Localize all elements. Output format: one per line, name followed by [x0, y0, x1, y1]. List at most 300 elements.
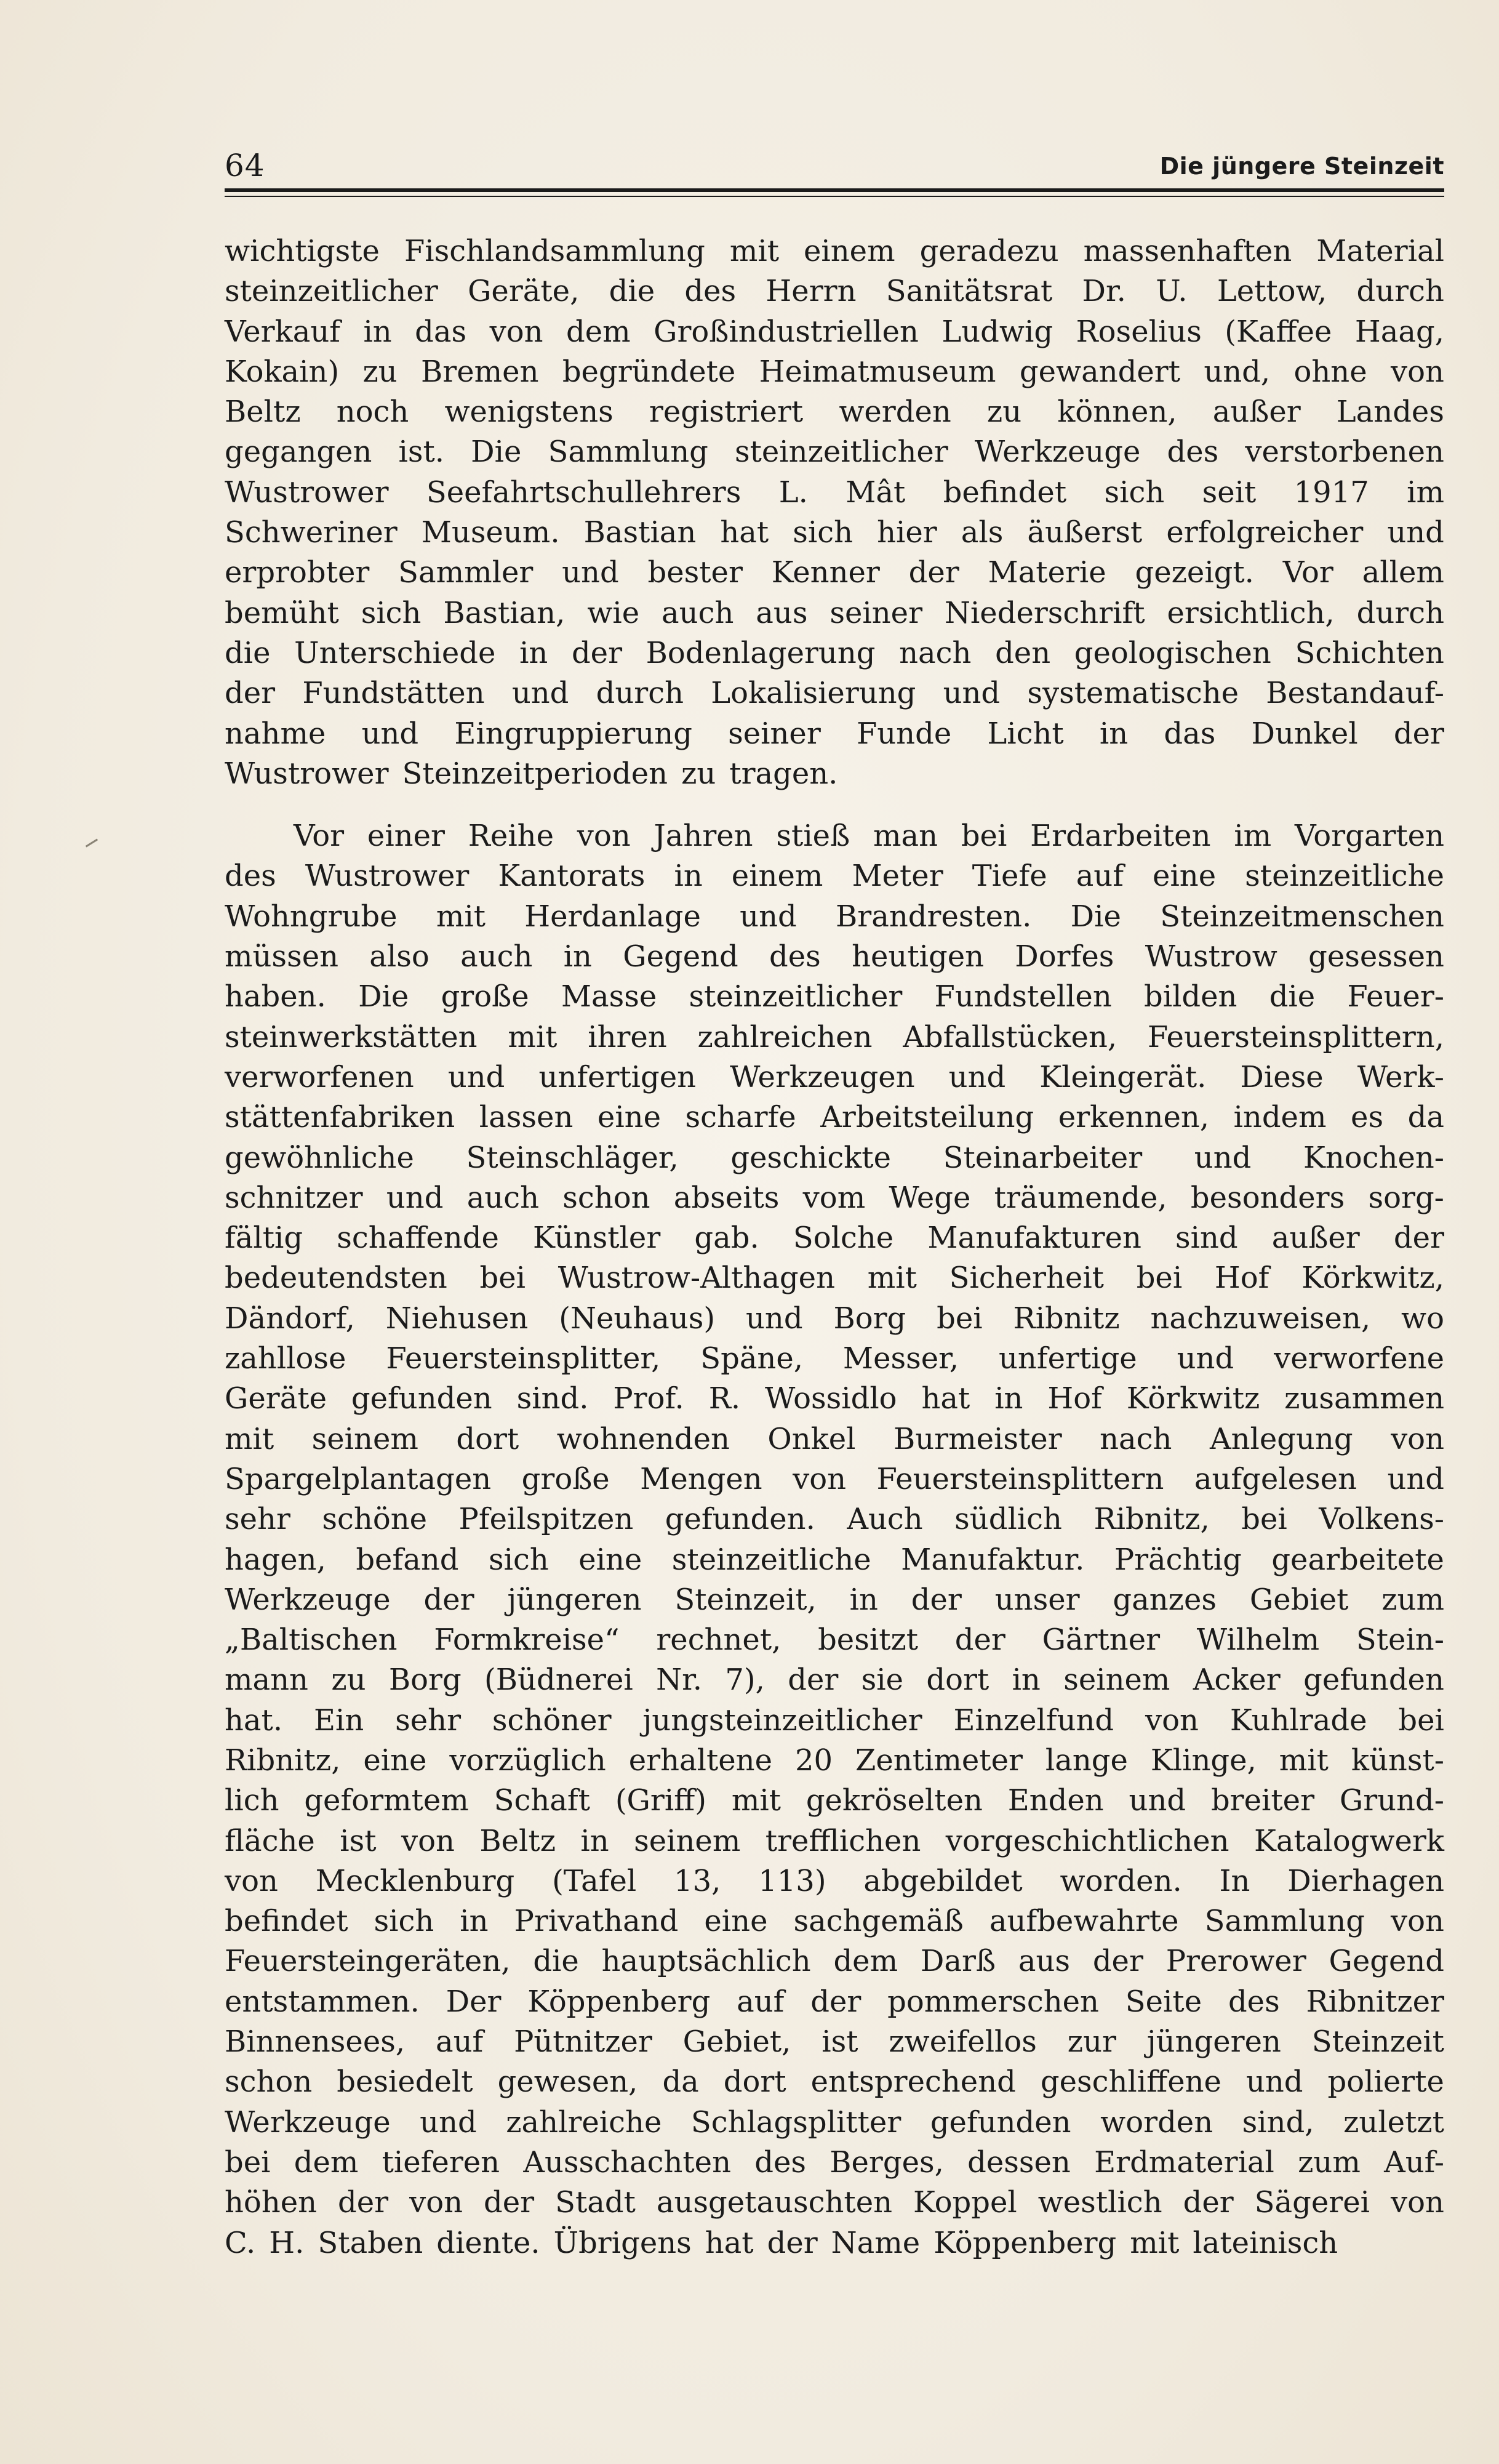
word: Fischlandsammlung — [404, 234, 705, 268]
word: Kantorats — [498, 859, 646, 894]
word: 13, — [674, 1863, 721, 1898]
word: Funde — [856, 716, 952, 751]
word: im — [1234, 819, 1272, 854]
word: Grund- — [1339, 1783, 1444, 1818]
word: seinem — [311, 1421, 418, 1456]
word: bei — [225, 2145, 271, 2180]
word: Seite — [1125, 1984, 1202, 2019]
word: befand — [356, 1542, 459, 1577]
word: Auch — [847, 1502, 923, 1537]
word: in — [563, 939, 592, 974]
word: hier — [877, 515, 937, 550]
word: Erdmaterial — [1094, 2145, 1274, 2180]
word: die — [1269, 979, 1316, 1014]
word: aus — [756, 595, 808, 630]
word: Pfeilspitzen — [458, 1502, 634, 1537]
word: Formkreise“ — [434, 1623, 620, 1658]
word: noch — [336, 395, 409, 430]
word: worden — [1100, 2105, 1213, 2140]
word: in — [994, 1381, 1023, 1416]
word: Messer, — [842, 1341, 959, 1376]
word: registriert — [649, 395, 804, 430]
word: mit — [1279, 1743, 1329, 1778]
text-line — [225, 754, 1444, 794]
word: westlich — [1037, 2185, 1162, 2220]
word: fältig — [225, 1221, 303, 1256]
word: Einzelfund — [953, 1703, 1114, 1738]
word: Wustrow — [1145, 939, 1277, 974]
word: Roselius — [1076, 314, 1202, 349]
word: erkennen, — [1058, 1100, 1210, 1135]
word: künst- — [1351, 1743, 1444, 1778]
word: außer — [1271, 1221, 1360, 1256]
word: H. — [269, 2225, 305, 2260]
word: von — [577, 819, 631, 854]
word: es — [1351, 1100, 1384, 1135]
word: Fundstätten — [302, 676, 485, 711]
word: das — [415, 314, 467, 349]
word: und — [1177, 1341, 1234, 1376]
word: und — [386, 1180, 444, 1215]
word: man — [873, 819, 938, 854]
word: auf — [737, 1984, 785, 2019]
word: von — [1390, 2185, 1444, 2220]
word: Ribnitzer — [1306, 1984, 1444, 2019]
word: schöne — [322, 1502, 428, 1537]
word: trefflichen — [765, 1823, 921, 1858]
word: Acker — [1193, 1663, 1281, 1698]
word: Stein- — [1356, 1623, 1444, 1658]
word: der — [954, 1623, 1005, 1658]
word: Kenner — [771, 555, 880, 590]
word: Steinschläger, — [466, 1140, 679, 1175]
word: Bastian, — [443, 595, 566, 630]
word: Dierhagen — [1287, 1863, 1444, 1898]
word: Abfallstücken, — [903, 1019, 1117, 1054]
word: Kuhlrade — [1229, 1703, 1367, 1738]
word: Erdarbeiten — [1030, 819, 1211, 854]
word: mit — [1130, 2225, 1180, 2260]
word: Name — [831, 2225, 921, 2260]
word: erfolgreicher — [1166, 515, 1364, 550]
word: Schichten — [1295, 635, 1444, 670]
word: einer — [367, 819, 445, 854]
word: Bastian — [583, 515, 697, 550]
word: Kokain) — [225, 354, 340, 389]
word: Steinzeit, — [674, 1582, 817, 1617]
word: hat — [720, 515, 769, 550]
text-line — [225, 2143, 1444, 2183]
word: indem — [1233, 1100, 1327, 1135]
word: Onkel — [767, 1421, 856, 1456]
word: des — [684, 274, 737, 309]
word: steinzeitliche — [671, 1542, 871, 1577]
word: die — [225, 635, 271, 670]
word: Darß — [920, 1944, 996, 1979]
word: steinzeitliche — [1245, 859, 1444, 894]
word: da — [662, 2065, 699, 2100]
word: „Baltischen — [225, 1623, 398, 1658]
word: dem — [566, 314, 631, 349]
word: steinwerkstätten — [225, 1019, 478, 1054]
word: stättenfabriken — [225, 1100, 455, 1135]
word: geradezu — [919, 234, 1059, 268]
text-line — [225, 593, 1444, 633]
word: Feuersteingeräten, — [225, 1944, 511, 1979]
word: Unterschiede — [294, 635, 496, 670]
header-rule-thin — [225, 196, 1444, 197]
word: Steinzeitperioden — [402, 756, 668, 791]
word: von — [401, 1823, 455, 1858]
word: fläche — [225, 1823, 315, 1858]
word: allem — [1362, 555, 1444, 590]
word: und — [1129, 1783, 1186, 1818]
word: 7), — [725, 1663, 765, 1698]
text-line — [225, 673, 1444, 713]
word: das — [1164, 716, 1216, 751]
word: Ribnitz, — [1093, 1502, 1210, 1537]
word: Manufakturen — [927, 1221, 1141, 1256]
word: jüngeren — [1146, 2025, 1281, 2060]
word: Herdanlage — [524, 899, 701, 934]
word: erhaltene — [628, 1743, 772, 1778]
word: Meter — [852, 859, 943, 894]
page-number: 64 — [225, 148, 265, 183]
word: geformtem — [304, 1783, 469, 1818]
word: Der — [446, 1984, 502, 2019]
word: seiner — [728, 716, 821, 751]
word: und — [943, 676, 1001, 711]
word: sind, — [1242, 2105, 1314, 2140]
word: sind. — [516, 1381, 589, 1416]
word: wohnenden — [556, 1421, 730, 1456]
word: Späne, — [700, 1341, 804, 1376]
word: Vor — [294, 819, 345, 854]
word: Gärtner — [1042, 1623, 1161, 1658]
word: Geräte, — [468, 274, 580, 309]
text-line — [225, 1861, 1444, 1901]
word: 113) — [758, 1863, 826, 1898]
word: in — [580, 1823, 609, 1858]
text-line — [225, 1218, 1444, 1258]
word: Zentimeter — [855, 1743, 1023, 1778]
word: Wustrow-Althagen — [558, 1261, 835, 1296]
word: haben. — [225, 979, 326, 1014]
word: Auf- — [1384, 2145, 1444, 2180]
word: tragen. — [729, 756, 838, 791]
word: gewöhnliche — [225, 1140, 414, 1175]
word: die — [533, 1944, 579, 1979]
word: südlich — [954, 1502, 1062, 1537]
word: dessen — [967, 2145, 1071, 2180]
word: Hof — [1214, 1261, 1269, 1296]
word: sich — [1104, 475, 1165, 510]
text-line — [225, 1540, 1444, 1580]
word: von — [1391, 1904, 1444, 1939]
word: nach — [1100, 1421, 1172, 1456]
word: zuletzt — [1343, 2105, 1444, 2140]
word: Jahren — [654, 819, 753, 854]
word: äußerst — [1027, 515, 1143, 550]
word: Sägerei — [1254, 2185, 1370, 2220]
word: eine — [597, 1100, 661, 1135]
word: also — [369, 939, 430, 974]
word: Die — [1070, 899, 1121, 934]
word: Ausschachten — [523, 2145, 731, 2180]
text-line — [225, 432, 1444, 472]
word: Wohngrube — [225, 899, 398, 934]
word: in — [1012, 1663, 1041, 1698]
text-line — [225, 473, 1444, 513]
word: da — [1407, 1100, 1444, 1135]
word: große — [441, 979, 529, 1014]
word: besonders — [1190, 1180, 1345, 1215]
word: Wustrower — [225, 475, 389, 510]
word: den — [995, 635, 1051, 670]
word: der — [1393, 1221, 1444, 1256]
word: der — [788, 1663, 839, 1698]
text-line — [225, 856, 1444, 896]
text-line — [225, 1299, 1444, 1339]
word: jüngeren — [507, 1582, 642, 1617]
word: Prächtig — [1114, 1542, 1242, 1577]
word: in — [519, 635, 548, 670]
word: schon — [225, 2065, 313, 2100]
word: und — [1387, 1461, 1444, 1496]
word: Solche — [793, 1221, 894, 1256]
word: Bodenlagerung — [646, 635, 876, 670]
word: 20 — [794, 1743, 833, 1778]
word: Schweriner — [225, 515, 398, 550]
word: Enden — [1007, 1783, 1104, 1818]
word: Eingruppierung — [454, 716, 692, 751]
word: entstammen. — [225, 1984, 420, 2019]
word: dort — [456, 1421, 519, 1456]
word: In — [1219, 1863, 1250, 1898]
word: scharfe — [685, 1100, 796, 1135]
text-line — [225, 2062, 1444, 2102]
word: Wustrower — [305, 859, 470, 894]
word: Nr. — [656, 1663, 702, 1698]
word: R. — [708, 1381, 741, 1416]
word: Niehusen — [385, 1301, 529, 1336]
word: unfertige — [998, 1341, 1137, 1376]
word: vom — [802, 1180, 866, 1215]
word: Reihe — [468, 819, 554, 854]
word: Dr. — [1082, 274, 1126, 309]
word: Köppenberg — [933, 2225, 1117, 2260]
word: zu — [331, 1663, 366, 1698]
word: hat — [705, 2225, 754, 2260]
word: der — [1092, 1944, 1143, 1979]
word: Ribnitz, — [225, 1743, 341, 1778]
word: hat — [921, 1381, 970, 1416]
word: und — [1194, 1140, 1252, 1175]
word: sich — [361, 595, 422, 630]
word: pommerschen — [887, 1984, 1099, 2019]
word: müssen — [225, 939, 339, 974]
paragraph — [225, 231, 1444, 794]
word: Die — [471, 435, 522, 470]
word: bei — [1136, 1261, 1183, 1296]
word: durch — [596, 676, 684, 711]
word: lassen — [479, 1100, 574, 1135]
word: geschickte — [730, 1140, 891, 1175]
word: bei — [937, 1301, 983, 1336]
word: bilden — [1143, 979, 1237, 1014]
word: (Kaffee — [1225, 314, 1332, 349]
word: vorzüglich — [449, 1743, 606, 1778]
word: Prerower — [1165, 1944, 1306, 1979]
word: ersichtlich, — [1167, 595, 1335, 630]
word: auf — [1076, 859, 1124, 894]
word: Gegend — [1329, 1944, 1444, 1979]
word: tieferen — [382, 2145, 500, 2180]
word: Borg — [388, 1663, 462, 1698]
word: steinzeitlicher — [225, 274, 438, 309]
word: auf — [435, 2025, 484, 2060]
word: die — [609, 274, 655, 309]
word: aufbewahrte — [989, 1904, 1179, 1939]
word: zu — [681, 756, 716, 791]
word: von — [409, 2185, 463, 2220]
word: schnitzer — [225, 1180, 363, 1215]
word: mann — [225, 1663, 308, 1698]
word: (Tafel — [552, 1863, 637, 1898]
word: Sicherheit — [949, 1261, 1104, 1296]
word: als — [961, 515, 1004, 550]
word: Manufaktur. — [901, 1542, 1085, 1577]
word: sich — [793, 515, 853, 550]
text-line — [225, 1901, 1444, 1941]
word: Bestandauf- — [1266, 676, 1444, 711]
word: Mecklenburg — [315, 1863, 515, 1898]
word: Hof — [1047, 1381, 1102, 1416]
word: dort — [926, 1663, 989, 1698]
text-line — [225, 1499, 1444, 1539]
word: Knochen- — [1303, 1140, 1444, 1175]
word: sich — [374, 1904, 434, 1939]
word: Gebiet — [1249, 1582, 1349, 1617]
word: und — [745, 1301, 803, 1336]
word: zur — [1067, 2025, 1116, 2060]
word: gefunden — [930, 2105, 1071, 2140]
word: Dorfes — [1015, 939, 1114, 974]
word: von — [1391, 1421, 1444, 1456]
word: bester — [647, 555, 743, 590]
word: verworfene — [1274, 1341, 1444, 1376]
word: eine — [363, 1743, 427, 1778]
margin-mark — [86, 838, 98, 847]
word: hagen, — [225, 1542, 326, 1577]
word: ganzes — [1113, 1582, 1217, 1617]
word: verworfenen — [225, 1059, 414, 1094]
word: und — [1387, 515, 1444, 550]
word: Heimatmuseum — [759, 354, 996, 389]
word: Übrigens — [553, 2225, 692, 2260]
word: Verkauf — [225, 314, 340, 349]
word: Steinzeitmenschen — [1160, 899, 1444, 934]
word: Schlagsplitter — [690, 2105, 901, 2140]
word: Spargelplantagen — [225, 1461, 492, 1496]
word: sie — [861, 1663, 904, 1698]
word: und — [511, 676, 569, 711]
word: (Büdnerei — [484, 1663, 633, 1698]
word: Kleingerät. — [1039, 1059, 1207, 1094]
word: zahllose — [225, 1341, 346, 1376]
word: sehr — [225, 1502, 290, 1537]
word: ausgetauschten — [656, 2185, 893, 2220]
word: Vor — [1282, 555, 1333, 590]
word: der — [810, 1984, 861, 2019]
word: Feuersteinsplittern — [876, 1461, 1164, 1496]
word: ist — [821, 2025, 858, 2060]
word: in — [849, 1582, 878, 1617]
word: zu — [362, 354, 398, 389]
word: des — [1167, 435, 1219, 470]
text-line — [225, 1258, 1444, 1298]
text-line — [225, 1781, 1444, 1821]
word: sachgemäß — [793, 1904, 964, 1939]
word: gesessen — [1308, 939, 1444, 974]
word: steinzeitlicher — [689, 979, 903, 1014]
word: Beltz — [225, 395, 301, 430]
word: nach — [899, 635, 972, 670]
text-line — [225, 1660, 1444, 1700]
word: in — [1099, 716, 1129, 751]
word: Wustrower — [225, 756, 389, 791]
word: befindet — [225, 1904, 348, 1939]
word: Köppenberg — [527, 1984, 711, 2019]
word: wenigstens — [444, 395, 614, 430]
word: auch — [466, 1180, 540, 1215]
word: Prof. — [613, 1381, 684, 1416]
word: gegangen — [225, 435, 372, 470]
word: durch — [1356, 595, 1444, 630]
word: gab. — [694, 1221, 759, 1256]
word: ohne — [1293, 354, 1367, 389]
word: Fundstellen — [934, 979, 1112, 1014]
word: besiedelt — [337, 2065, 473, 2100]
word: U. — [1156, 274, 1188, 309]
word: seinem — [1063, 1663, 1170, 1698]
word: Museum. — [421, 515, 560, 550]
word: Körkwitz, — [1301, 1261, 1444, 1296]
word: entsprechend — [810, 2065, 1016, 2100]
word: verstorbenen — [1245, 435, 1444, 470]
word: mit — [225, 1421, 274, 1456]
word: seinem — [634, 1823, 741, 1858]
word: mit — [867, 1261, 917, 1296]
word: unser — [994, 1582, 1080, 1617]
word: werden — [839, 395, 951, 430]
word: Feuersteinsplittern, — [1147, 1019, 1444, 1054]
word: stieß — [776, 819, 850, 854]
paragraph — [225, 816, 1444, 2263]
word: seiner — [829, 595, 923, 630]
word: Mât — [845, 475, 906, 510]
word: lange — [1045, 1743, 1128, 1778]
word: von — [489, 314, 543, 349]
word: und, — [1204, 354, 1271, 389]
word: Klinge, — [1150, 1743, 1257, 1778]
word: gewandert — [1019, 354, 1181, 389]
word: und — [948, 1059, 1006, 1094]
word: wichtigste — [225, 234, 380, 268]
word: Koppel — [913, 2185, 1017, 2220]
text-line — [225, 352, 1444, 392]
text-line — [225, 1017, 1444, 1057]
